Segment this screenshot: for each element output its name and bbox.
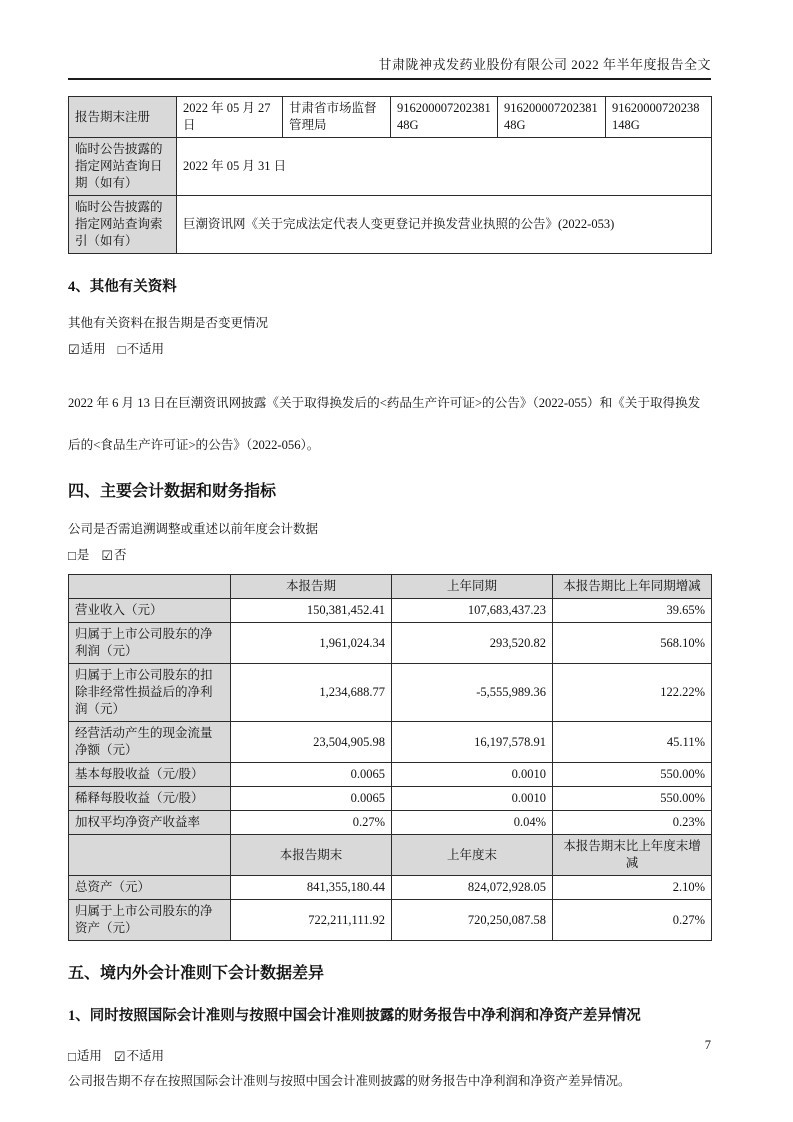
value-change: 568.10% (553, 623, 712, 664)
option-no (101, 547, 126, 564)
value-change: 2.10% (553, 876, 712, 900)
row-label: 基本每股收益（元/股） (69, 763, 231, 787)
value-prior: 720,250,087.58 (392, 900, 553, 941)
checkbox-unchecked-icon: □ (68, 548, 76, 563)
section-five-title: 五、境内外会计准则下会计数据差异 (68, 965, 325, 982)
section-4-checkline (68, 341, 711, 358)
table-header-row (69, 575, 712, 599)
table-row (69, 138, 712, 196)
financial-indicators-table (68, 574, 712, 941)
value-current: 0.0065 (231, 763, 392, 787)
value-change: 550.00% (553, 763, 712, 787)
registration-authority-cell: 甘肃省市场监督管理局 (283, 97, 391, 138)
value-prior: 107,683,437.23 (392, 599, 553, 623)
value-prior: 0.0010 (392, 763, 553, 787)
option-not-applicable (118, 341, 164, 358)
value-change: 0.23% (553, 811, 712, 835)
disclosure-date-cell: 2022 年 05 月 31 日 (177, 138, 712, 196)
table-row (69, 763, 712, 787)
option-label: 是 (76, 548, 90, 562)
option-label: 不适用 (126, 1049, 165, 1063)
value-prior: 824,072,928.05 (392, 876, 553, 900)
value-change: 122.22% (553, 664, 712, 722)
value-change: 0.27% (553, 900, 712, 941)
page-content (68, 57, 711, 1090)
table-row (69, 722, 712, 763)
header-change: 本报告期比上年同期增减 (553, 575, 712, 599)
value-prior: -5,555,989.36 (392, 664, 553, 722)
row-label: 经营活动产生的现金流量净额（元） (69, 722, 231, 763)
table-row (69, 97, 712, 138)
table-header-row (69, 835, 712, 876)
row-label: 归属于上市公司股东的净利润（元） (69, 623, 231, 664)
value-current: 0.27% (231, 811, 392, 835)
option-label: 适用 (76, 1049, 102, 1063)
value-current: 150,381,452.41 (231, 599, 392, 623)
table-header-empty-cell (69, 575, 231, 599)
row-label: 临时公告披露的指定网站查询日期（如有） (69, 138, 177, 196)
checkbox-checked-icon: ☑ (113, 1049, 126, 1064)
header-change-end: 本报告期末比上年度末增减 (553, 835, 712, 876)
row-label: 临时公告披露的指定网站查询索引（如有） (69, 196, 177, 254)
registration-info-table (68, 96, 712, 254)
header-current-period: 本报告期 (231, 575, 392, 599)
value-current: 841,355,180.44 (231, 876, 392, 900)
report-header-title: 甘肃陇神戎发药业股份有限公司 2022 年半年度报告全文 (378, 57, 711, 72)
table-row (69, 811, 712, 835)
table-row (69, 599, 712, 623)
value-prior: 16,197,578.91 (392, 722, 553, 763)
value-change: 550.00% (553, 787, 712, 811)
page-header (68, 57, 711, 80)
table-row (69, 623, 712, 664)
page-number: 7 (704, 1038, 711, 1052)
header-current-end: 本报告期末 (231, 835, 392, 876)
disclosure-index-cell: 巨潮资讯网《关于完成法定代表人变更登记并换发营业执照的公告》(2022-053) (177, 196, 712, 254)
row-label: 总资产（元） (69, 876, 231, 900)
row-label: 归属于上市公司股东的净资产（元） (69, 900, 231, 941)
value-prior: 0.04% (392, 811, 553, 835)
value-change: 45.11% (553, 722, 712, 763)
option-applicable (68, 341, 106, 358)
value-prior: 0.0010 (392, 787, 553, 811)
checkbox-checked-icon: ☑ (68, 342, 80, 357)
checkbox-unchecked-icon: □ (68, 1049, 76, 1064)
checkbox-checked-icon: ☑ (101, 548, 114, 563)
row-label: 报告期末注册 (69, 97, 177, 138)
value-current: 23,504,905.98 (231, 722, 392, 763)
row-label: 稀释每股收益（元/股） (69, 787, 231, 811)
credit-code-cell: 91620000720238148G (391, 97, 498, 138)
section-4-title: 4、其他有关资料 (68, 279, 177, 295)
value-current: 1,961,024.34 (231, 623, 392, 664)
table-row (69, 787, 712, 811)
option-yes (68, 547, 89, 564)
value-prior: 293,520.82 (392, 623, 553, 664)
table-row (69, 876, 712, 900)
value-change: 39.65% (553, 599, 712, 623)
section-five-paragraph: 公司报告期不存在按照国际会计准则与按照中国会计准则披露的财务报告中净利润和净资产差异情况。 (68, 1074, 631, 1088)
table-row (69, 900, 712, 941)
option-label: 不适用 (126, 342, 165, 356)
credit-code-cell: 91620000720238148G (606, 97, 712, 138)
restatement-checkline (68, 547, 711, 564)
section-four-title: 四、主要会计数据和财务指标 (68, 483, 277, 500)
value-current: 722,211,111.92 (231, 900, 392, 941)
checkbox-unchecked-icon: □ (117, 342, 126, 357)
section-4-paragraph: 2022 年 6 月 13 日在巨潮资讯网披露《关于取得换发后的<药品生产许可证>的公告》（2022-055）和《关于取得换发后的<食品生产许可证>的公告》（2022-056）。 (68, 396, 701, 452)
value-current: 0.0065 (231, 787, 392, 811)
section-five-sub1-title: 1、同时按照国际会计准则与按照中国会计准则披露的财务报告中净利润和净资产差异情况 (68, 1008, 641, 1024)
section-4-question: 其他有关资料在报告期是否变更情况 (68, 316, 269, 330)
value-current: 1,234,688.77 (231, 664, 392, 722)
row-label: 营业收入（元） (69, 599, 231, 623)
option-label: 适用 (80, 342, 106, 356)
credit-code-cell: 91620000720238148G (498, 97, 606, 138)
option-label: 否 (114, 548, 127, 562)
restatement-question: 公司是否需追溯调整或重述以前年度会计数据 (68, 522, 319, 536)
registration-date-cell: 2022 年 05 月 27 日 (177, 97, 283, 138)
table-header-empty-cell (69, 835, 231, 876)
table-row (69, 664, 712, 722)
row-label: 加权平均净资产收益率 (69, 811, 231, 835)
header-prior-end: 上年度末 (392, 835, 553, 876)
row-label: 归属于上市公司股东的扣除非经常性损益后的净利润（元） (69, 664, 231, 722)
table-row (69, 196, 712, 254)
header-prior-period: 上年同期 (392, 575, 553, 599)
